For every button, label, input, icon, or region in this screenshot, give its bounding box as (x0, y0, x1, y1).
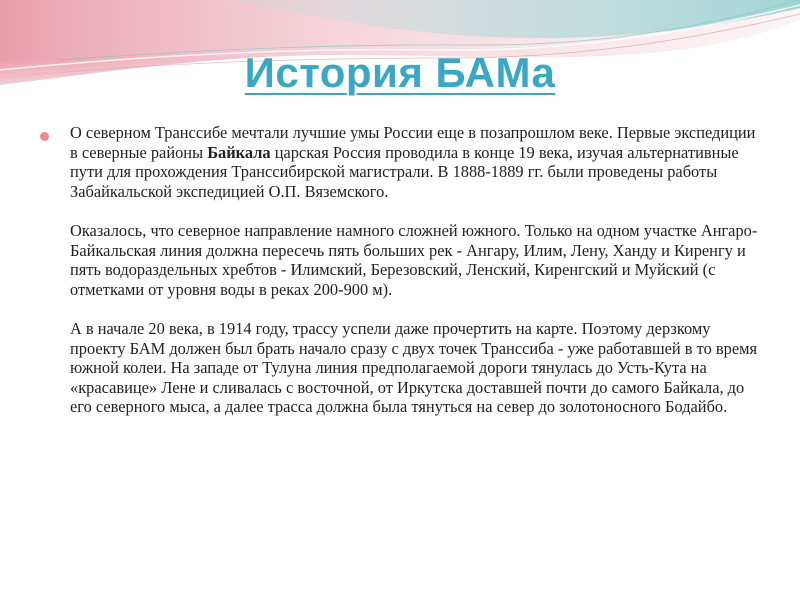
paragraph-1-end: царская Россия проводила в конце 19 века, изучая альтернативные пути для прохождения Транссибирской магистрали. В 1888-1889 гг. были проведены работы Забайкальской экспедицией О.П. Вяземского. (70, 142, 739, 201)
paragraph-1-start: О северном Транссибе мечтали лучшие умы России еще в позапрошлом веке. Первые экспедиции в северные районы (70, 123, 756, 162)
bullet-text-block (70, 123, 760, 417)
paragraph-2: Оказалось, что северное направление намного сложней южного. Только на одном участке Ангаро-Байкальская линия должна пересечь пять больших рек - Ангару, Илим, Лену, Ханду и Киренгу и пять водораздельных хребтов - Илимский, Березовский, Ленский, Киренгский и Муйский (с отметками от уровня воды в реках 200-900 м). (70, 220, 758, 299)
paragraph-1 (70, 123, 760, 201)
circle-bullet-icon (40, 132, 49, 141)
slide-content (40, 123, 760, 417)
paragraph-1-bold-word: Байкала (207, 142, 271, 162)
paragraph-3: А в начале 20 века, в 1914 году, трассу успели даже прочертить на карте. Поэтому дерзкому проекту БАМ должен был брать начало сразу с двух точек Транссиба - уже работавшей в то время южной колеи. На западе от Тулуна линия предполагаемой дороги тянулась до Усть-Кута на «красавице» Лене и сливалась с восточной, от Иркутска доставшей почти до самого Байкала, до его северного мыса, а далее трасса должна была тянуться на север до золотоносного Бодайбо. (70, 318, 758, 417)
slide-title: История БАМа (244, 49, 556, 96)
